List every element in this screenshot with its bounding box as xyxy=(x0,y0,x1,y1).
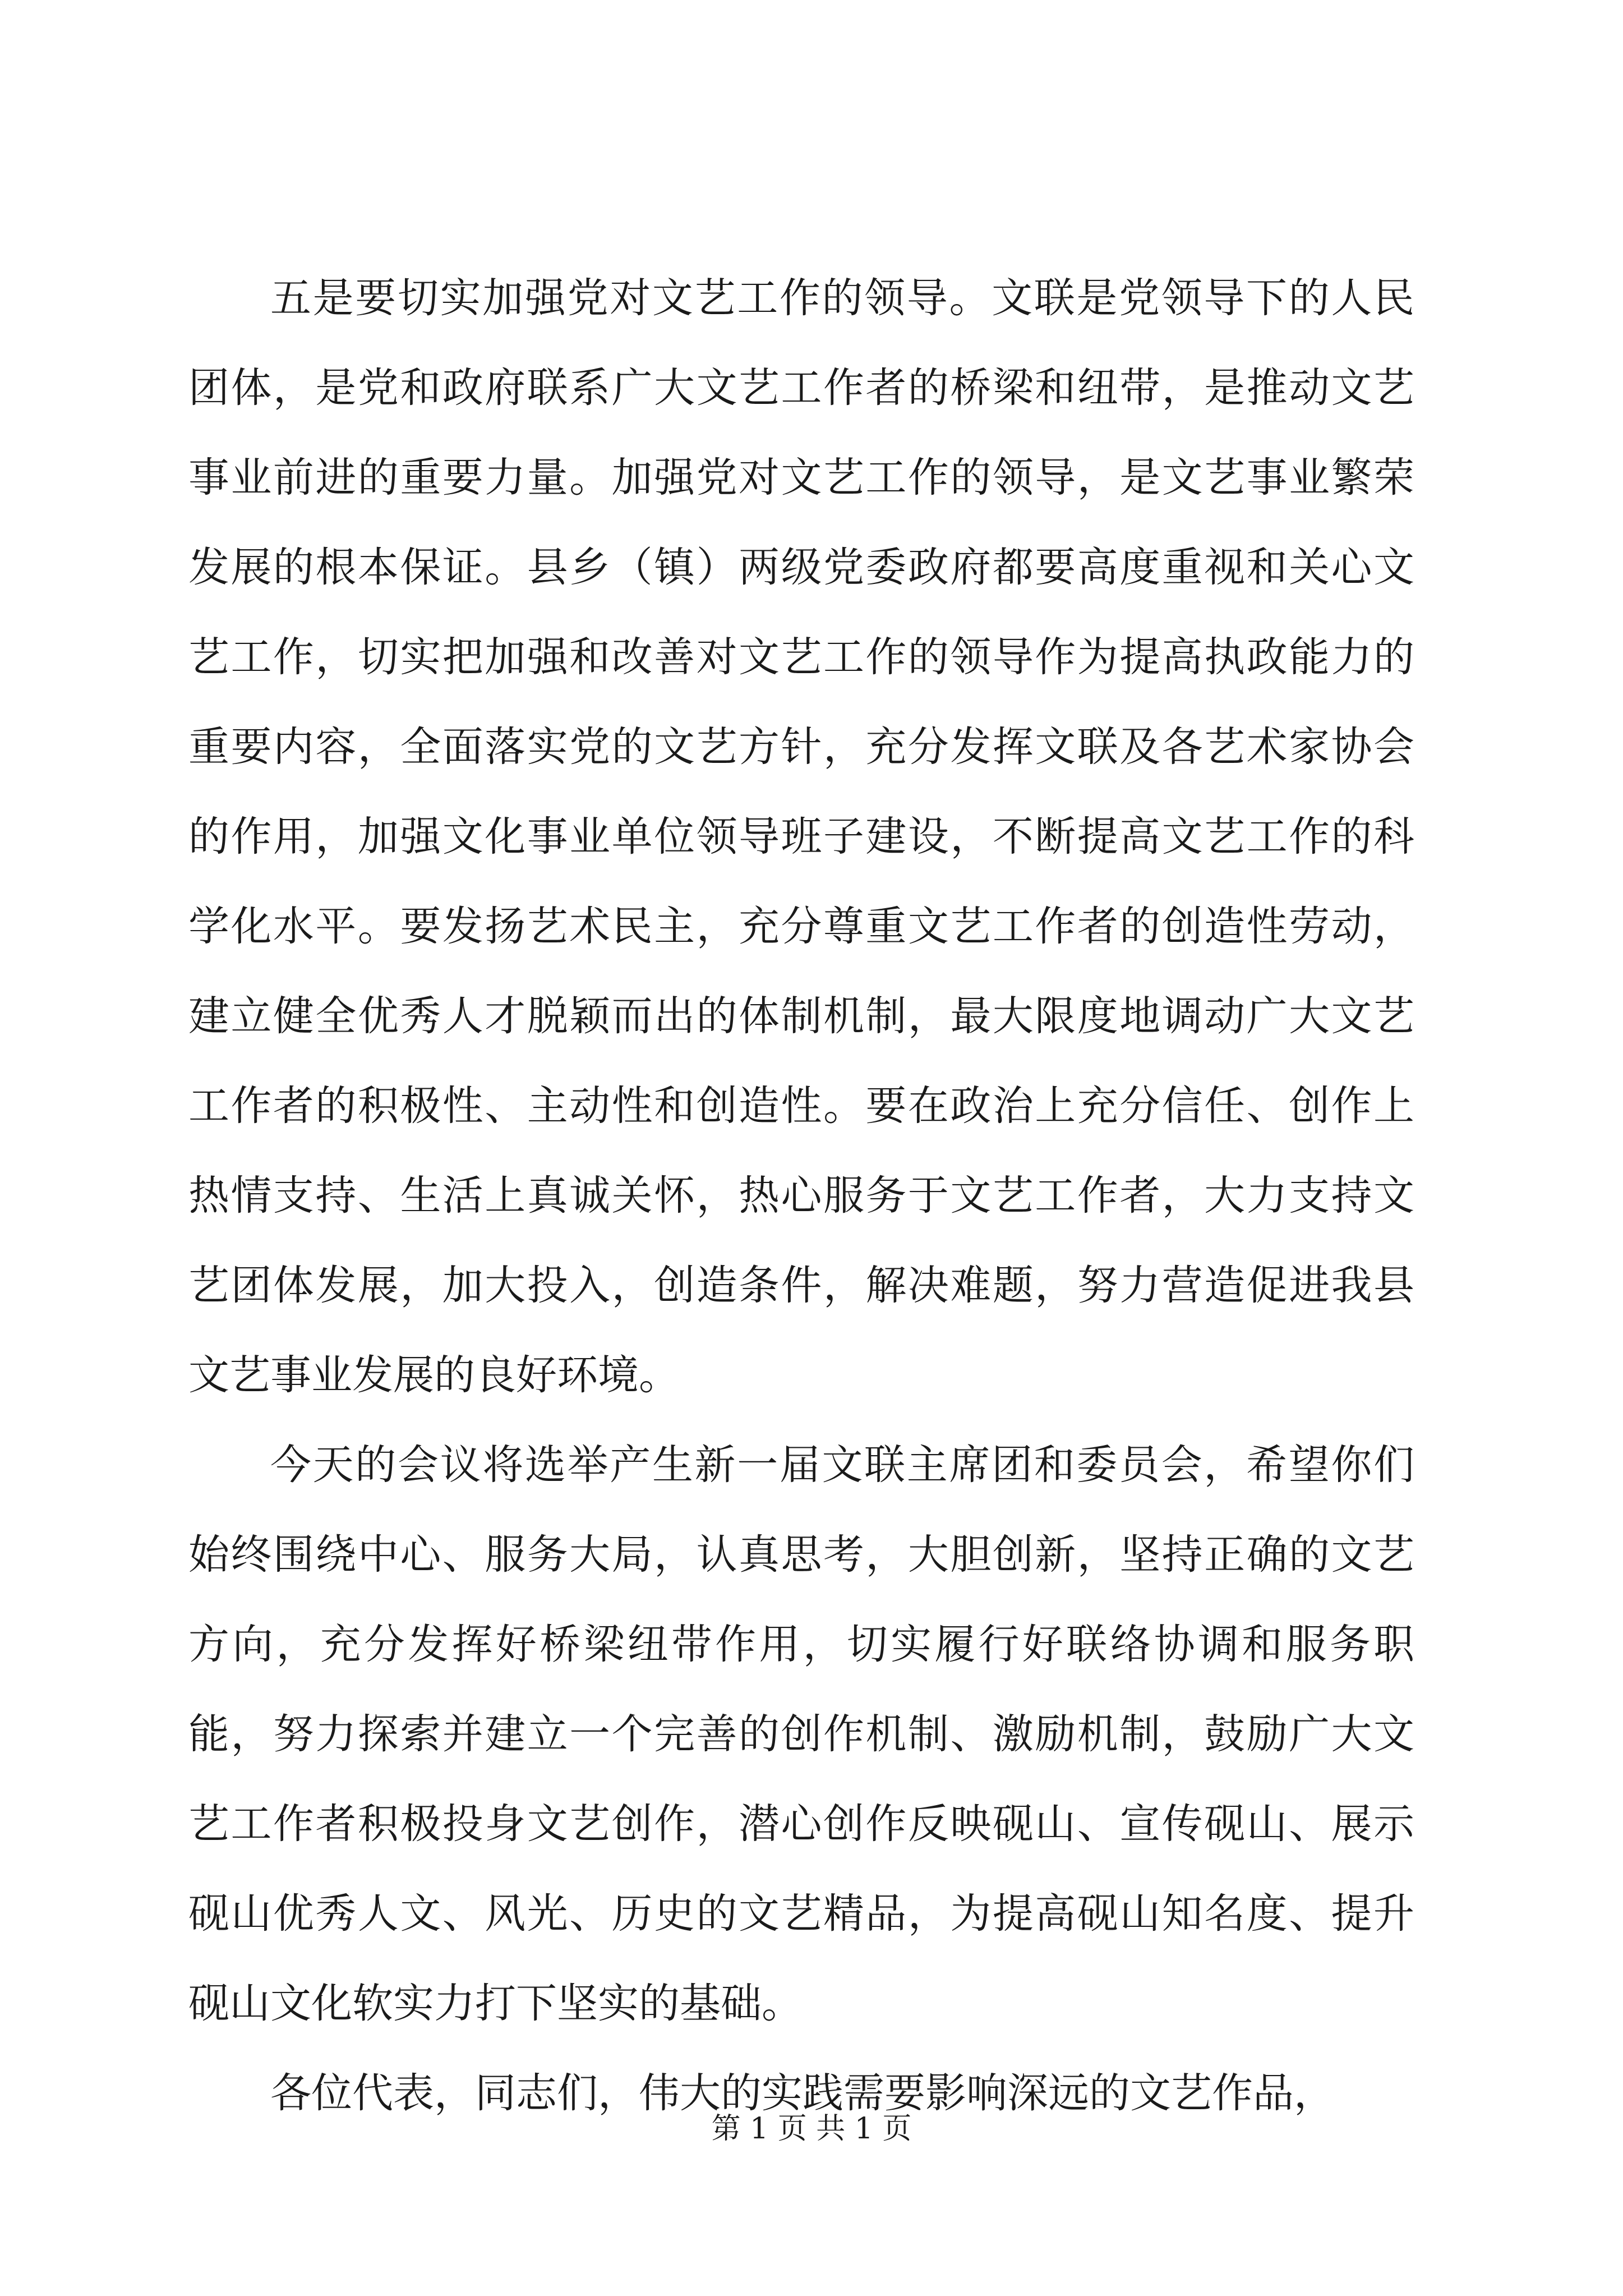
page-footer xyxy=(0,2109,1623,2148)
page-number: 第 1 页 共 1 页 xyxy=(711,2112,912,2146)
paragraph-leadership: 五是要切实加强党对文艺工作的领导。文联是党领导下的人民团体，是党和政府联系广大文艺工作者的桥梁和纽带，是推动文艺事业前进的重要力量。加强党对文艺工作的领导，是文艺事业繁荣发展的根本保证。县乡（镇）两级党委政府都要高度重视和关心文艺工作，切实把加强和改善对文艺工作的领导作为提高执政能力的重要内容，全面落实党的文艺方针，充分发挥文联及各艺术家协会的作用，加强文化事业单位领导班子建设，不断提高文艺工作的科学化水平。要发扬艺术民主，充分尊重文艺工作者的创造性劳动，建立健全优秀人才脱颖而出的体制机制，最大限度地调动广大文艺工作者的积极性、主动性和创造性。要在政治上充分信任、创作上热情支持、生活上真诚关怀，热心服务于文艺工作者，大力支持文艺团体发展，加大投入，创造条件，解决难题，努力营造促进我县文艺事业发展的良好环境。 xyxy=(188,274,1414,1399)
paragraph-address: 各位代表，同志们，伟大的实践需要影响深远的文艺作品， xyxy=(270,2069,1335,2117)
paragraph-election: 今天的会议将选举产生新一届文联主席团和委员会，希望你们始终围绕中心、服务大局，认真思考，大胆创新，坚持正确的文艺方向，充分发挥好桥梁纽带作用，切实履行好联络协调和服务职能，努力探索并建立一个完善的创作机制、激励机制，鼓励广大文艺工作者积极投身文艺创作，潜心创作反映砚山、宣传砚山、展示砚山优秀人文、风光、历史的文艺精品，为提高砚山知名度、提升砚山文化软实力打下坚实的基础。 xyxy=(188,1441,1414,2027)
document-body xyxy=(188,254,1414,2138)
